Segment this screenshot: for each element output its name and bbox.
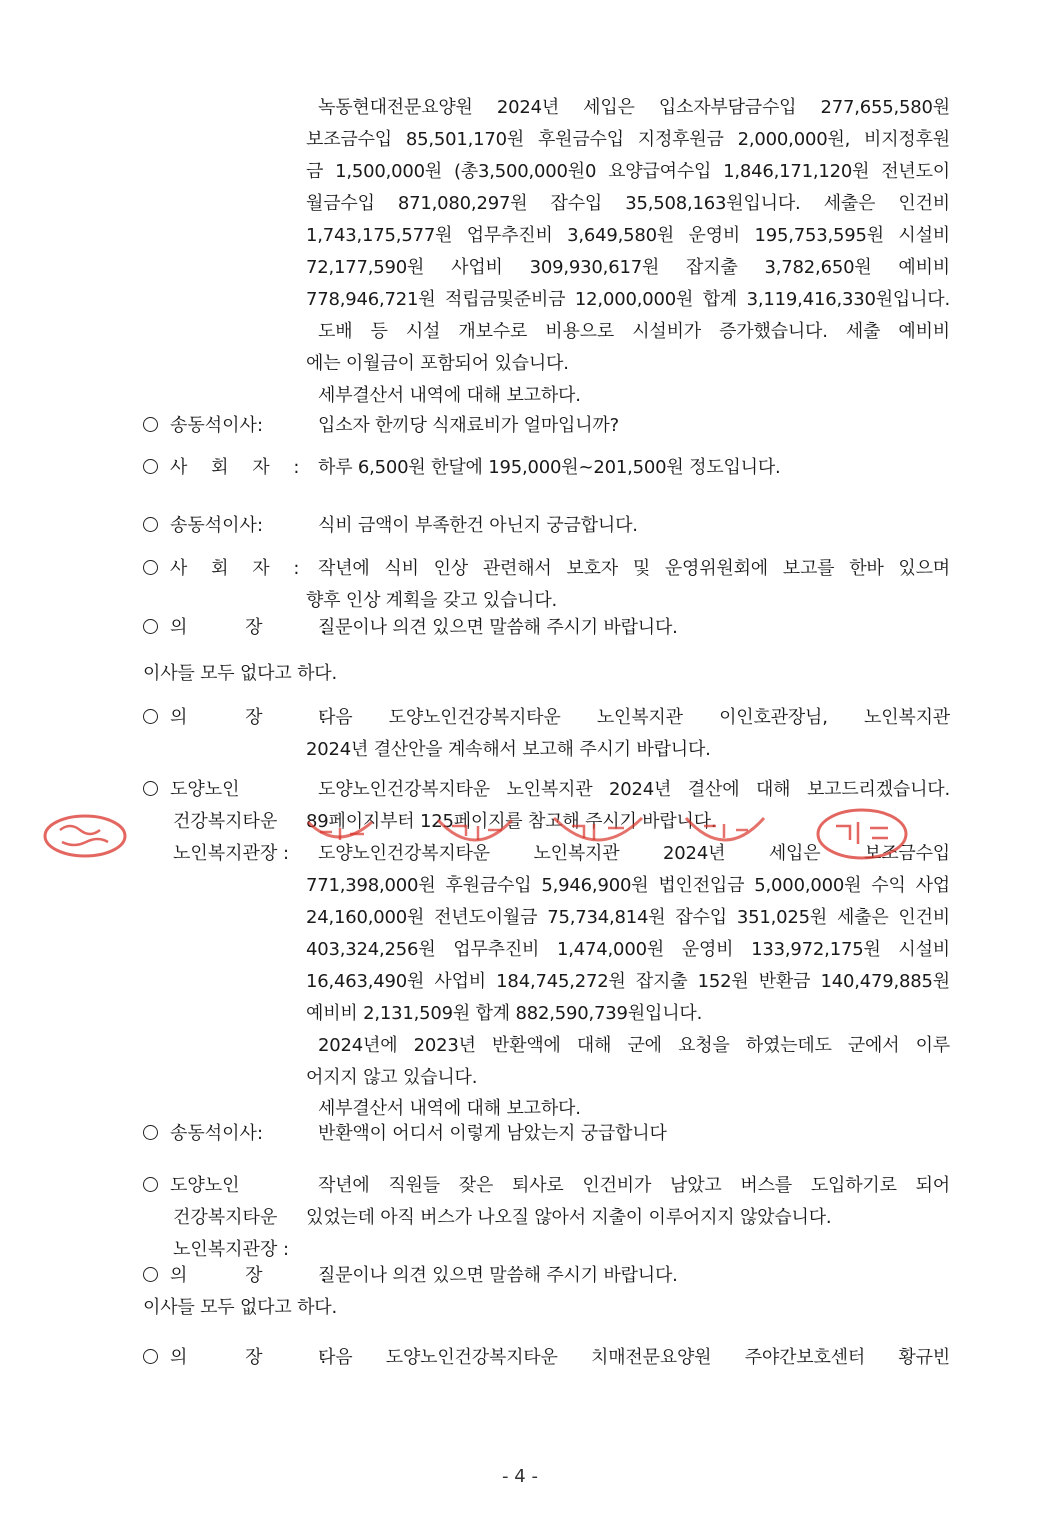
circle-bullet-icon [143,417,158,432]
speaker-label: 도양노인 [143,778,240,802]
report-text-line: 771,398,000원 후원금수입 5,946,900원 법인전입금 5,000,000원 수익 사업 [306,875,950,896]
circle-bullet-icon [143,1125,158,1140]
speaker-label: 도양노인 [143,1174,240,1198]
speaker-label: 의 장 : [143,1346,326,1370]
report-text-line: 월금수입 871,080,297원 잡수입 35,508,163원입니다. 세출은 인건비 [306,193,950,214]
speaker-label: 송동석이사: [143,414,263,438]
report-text-line: 금 1,500,000원 (총3,500,000원0 요양급여수입 1,846,171,120원 전년도이 [306,161,950,182]
red-seal-stamp [300,812,380,860]
resolution-text: 이사들 모두 없다고 하다. [143,1297,337,1318]
red-seal-stamp [40,812,130,860]
speaker-label: 사 회 자 : [143,557,299,581]
red-seal-stamp [430,812,520,860]
speaker-label: 송동석이사: [143,1122,263,1146]
report-text-line: 녹동현대전문요양원 2024년 세입은 입소자부담금수입 277,655,580원 [318,97,950,118]
speaker-label-line: 건강복지타운 [173,811,278,832]
red-seal-stamp [548,812,648,860]
statement-text: 질문이나 의견 있으면 말씀해 주시기 바랍니다. [318,617,678,638]
red-seal-stamp [812,806,912,862]
statement-text: 향후 인상 계획을 갖고 있습니다. [306,590,558,611]
speaker-label-line: 노인복지관장 : [173,843,290,864]
note-text-line: 에는 이월금이 포함되어 있습니다. [306,353,569,374]
statement-text: 2024년 결산안을 계속해서 보고해 주시기 바랍니다. [306,739,711,760]
report-text-line: 도양노인건강복지타운 노인복지관 2024년 결산에 대해 보고드리겠습니다. [318,779,950,800]
speaker-label-line: 노인복지관장 : [173,1239,290,1260]
note-text-line: 도배 등 시설 개보수로 비용으로 시설비가 증가했습니다. 세출 예비비 [318,321,950,342]
report-text-line: 1,743,175,577원 업무추진비 3,649,580원 운영비 195,753,595원 시설비 [306,225,950,246]
circle-bullet-icon [143,1177,158,1192]
statement-text: 다음 도양노인건강복지타운 치매전문요양원 주야간보호센터 황규빈 [318,1347,950,1368]
report-summary: 세부결산서 내역에 대해 보고하다. [318,385,581,406]
speaker-label: 사 회 자 : [143,456,299,480]
page-number: - 4 - [502,1466,538,1487]
statement-text: 작년에 직원들 잦은 퇴사로 인건비가 남았고 버스를 도입하기로 되어 [318,1175,950,1196]
resolution-text: 이사들 모두 없다고 하다. [143,663,337,684]
speaker-label: 송동석이사: [143,514,263,538]
report-text-line: 보조금수입 85,501,170원 후원금수입 지정후원금 2,000,000원, 비지정후원 [306,129,950,150]
circle-bullet-icon [143,619,158,634]
statement-text: 입소자 한끼당 식재료비가 얼마입니까? [318,415,619,436]
report-text-line: 72,177,590원 사업비 309,930,617원 잡지출 3,782,650원 예비비 [306,257,950,278]
circle-bullet-icon [143,1267,158,1282]
report-text-line: 778,946,721원 적립금및준비금 12,000,000원 합계 3,119,416,330원입니다. [306,289,950,310]
report-text-line: 16,463,490원 사업비 184,745,272원 잡지출 152원 반환금 140,479,885원 [306,971,950,992]
circle-bullet-icon [143,560,158,575]
circle-bullet-icon [143,459,158,474]
speaker-label: 의 장 : [143,616,326,640]
speaker-label: 의 장 : [143,1264,326,1288]
statement-text: 질문이나 의견 있으면 말씀해 주시기 바랍니다. [318,1265,678,1286]
speaker-label: 의 장 : [143,706,326,730]
circle-bullet-icon [143,1349,158,1364]
circle-bullet-icon [143,781,158,796]
statement-text: 반환액이 어디서 이렇게 남았는지 궁급합니다 [318,1123,667,1144]
report-text-line: 예비비 2,131,509원 합계 882,590,739원입니다. [306,1003,703,1024]
statement-text: 식비 금액이 부족한건 아닌지 궁금합니다. [318,515,638,536]
statement-text: 작년에 식비 인상 관련해서 보호자 및 운영위원회에 보고를 한바 있으며 [318,558,950,579]
report-summary: 세부결산서 내역에 대해 보고하다. [318,1098,581,1119]
report-text-line: 403,324,256원 업무추진비 1,474,000원 운영비 133,972,175원 시설비 [306,939,950,960]
statement-text: 다음 도양노인건강복지타운 노인복지관 이인호관장님, 노인복지관 [318,707,950,728]
circle-bullet-icon [143,709,158,724]
red-seal-stamp [680,812,770,860]
statement-text: 있었는데 아직 버스가 나오질 않아서 지출이 이루어지지 않았습니다. [306,1207,832,1228]
circle-bullet-icon [143,517,158,532]
report-text-line: 89페이지부터 125페이지를 참고해 주시기 바랍니다. [306,811,717,832]
report-text-line: 24,160,000원 전년도이월금 75,734,814원 잡수입 351,025원 세출은 인건비 [306,907,950,928]
report-text-line: 도양노인건강복지타운 노인복지관 2024년 세입은 보조금수입 [318,843,950,864]
note-text-line: 2024년에 2023년 반환액에 대해 군에 요청을 하였는데도 군에서 이루 [318,1035,950,1056]
statement-text: 하루 6,500원 한달에 195,000원~201,500원 정도입니다. [318,457,781,478]
note-text-line: 어지지 않고 있습니다. [306,1067,478,1088]
speaker-label-line: 건강복지타운 [173,1207,278,1228]
